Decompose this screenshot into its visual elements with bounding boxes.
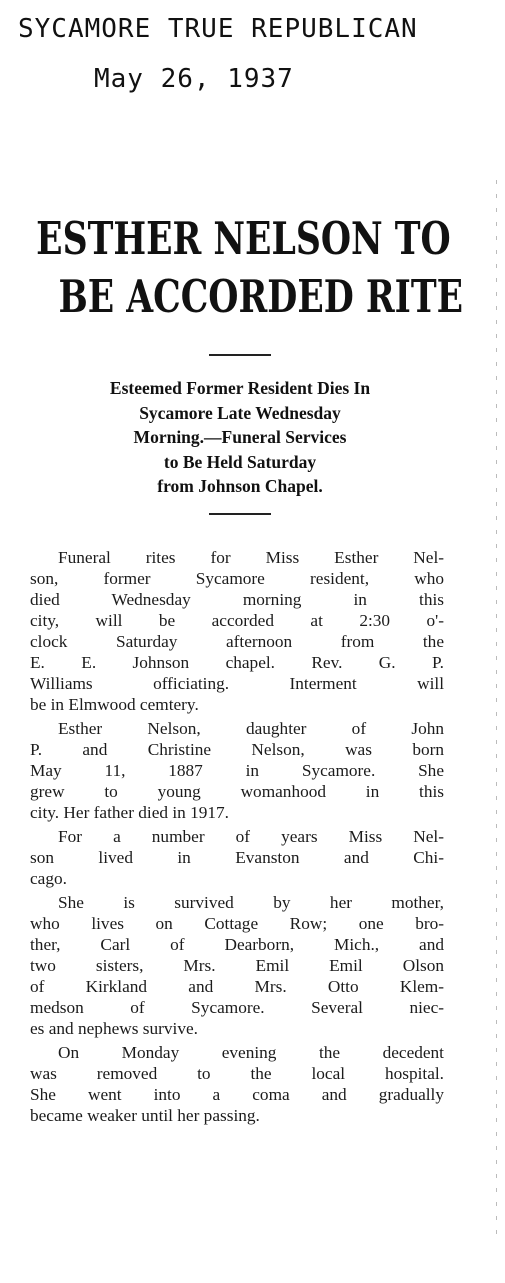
text-line: Funeral rites for Miss Esther Nel- [58, 547, 444, 567]
text-line: E. E. Johnson chapel. Rev. G. P. [30, 652, 444, 672]
headline-rule [209, 354, 271, 356]
text-line: grew to young womanhood in this [30, 781, 444, 801]
text-line: son, former Sycamore resident, who [30, 568, 444, 588]
text-line: be in Elmwood cemtery. [30, 694, 199, 714]
paragraph-funeral [30, 547, 444, 715]
article-body [30, 547, 450, 1126]
text-line: es and nephews survive. [30, 1018, 198, 1038]
column-edge-divider [496, 180, 497, 1240]
subheadline-line: from Johnson Chapel. [157, 476, 323, 496]
text-line: died Wednesday morning in this [30, 589, 444, 609]
text-line: who lives on Cottage Row; one bro- [30, 913, 444, 933]
newspaper-clipping [30, 210, 464, 1129]
text-line: clock Saturday afternoon from the [30, 631, 444, 651]
headline-line-2: BE ACCORDED RITE [58, 270, 464, 323]
subheadline-line: Morning.—Funeral Services [133, 427, 347, 447]
paragraph-residence [30, 826, 444, 889]
subheadline-line: Sycamore Late Wednesday [139, 402, 341, 423]
subheadline-line: Esteemed Former Resident Dies In [109, 378, 371, 398]
text-line: was removed to the local hospital. [30, 1063, 444, 1083]
text-line: became weaker until her passing. [30, 1105, 260, 1125]
paragraph-hospital [30, 1042, 444, 1126]
text-line: medson of Sycamore. Several niec- [30, 997, 444, 1017]
text-line: ther, Carl of Dearborn, Mich., and [30, 934, 444, 954]
text-line: city. Her father died in 1917. [30, 802, 229, 822]
subheadline-line: to Be Held Saturday [163, 451, 317, 472]
text-line: of Kirkland and Mrs. Otto Klem- [30, 976, 444, 996]
text-line: On Monday evening the decedent [58, 1042, 444, 1062]
text-line: She is survived by her mother, [58, 892, 444, 912]
text-line: She went into a coma and gradually [30, 1084, 444, 1104]
paragraph-survivors [30, 892, 444, 1039]
text-line: Esther Nelson, daughter of John [58, 718, 444, 738]
text-line: Williams officiating. Interment will [30, 673, 444, 693]
text-line: cago. [30, 868, 67, 888]
headline-line-1: ESTHER NELSON TO [36, 212, 451, 265]
text-line: son lived in Evanston and Chi- [30, 847, 444, 867]
text-line: two sisters, Mrs. Emil Emil Olson [30, 955, 444, 975]
subheadline [30, 376, 450, 499]
text-line: city, will be accorded at 2:30 o'- [30, 610, 444, 630]
text-line: P. and Christine Nelson, was born [30, 739, 444, 759]
paragraph-biography [30, 718, 444, 823]
text-line: For a number of years Miss Nel- [58, 826, 444, 846]
text-line: May 11, 1887 in Sycamore. She [30, 760, 444, 780]
publication-name: SYCAMORE TRUE REPUBLICAN [18, 14, 418, 44]
publication-date: May 26, 1937 [94, 64, 294, 94]
headline [30, 210, 464, 326]
subhead-rule [209, 513, 271, 515]
